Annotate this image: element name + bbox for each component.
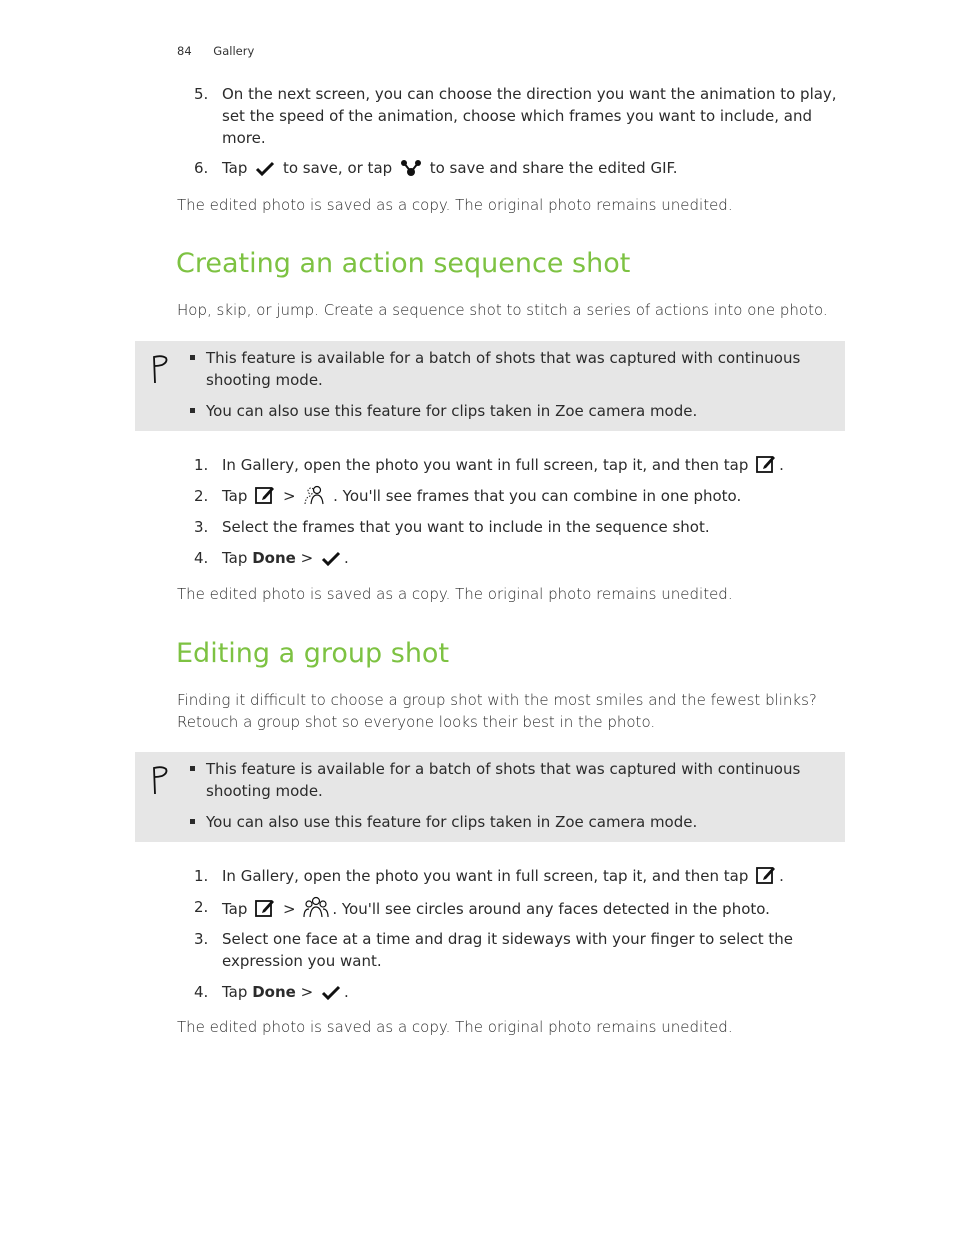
checkmark-icon [321, 985, 341, 1001]
section-name: Gallery [213, 44, 255, 58]
seq-step-4: 4. Tap Done > . [194, 549, 349, 567]
sequence-shot-icon [303, 485, 325, 505]
checkmark-icon [321, 551, 341, 567]
note-item: This feature is available for a batch of shots that was captured with continuous shooting mode. [190, 758, 830, 802]
note-item: You can also use this feature for clips taken in Zoe camera mode. [190, 811, 830, 833]
section-title-sequence: Creating an action sequence shot [176, 248, 631, 279]
edit-icon [255, 485, 275, 505]
section-intro-sequence: Hop, skip, or jump. Create a sequence shot to stitch a series of actions into one photo. [177, 301, 828, 319]
saved-note-2: The edited photo is saved as a copy. The original photo remains unedited. [177, 585, 733, 603]
step-6: 6. Tap to save, or tap to save and share the edited GIF. [194, 159, 678, 177]
page-header [177, 44, 254, 58]
section-title-group: Editing a group shot [176, 638, 450, 669]
note-item: You can also use this feature for clips taken in Zoe camera mode. [190, 400, 830, 422]
group-step-1: 1. In Gallery, open the photo you want in full screen, tap it, and then tap . [194, 867, 784, 885]
group-step-2: 2. Tap > . You'll see circles around any faces detected in the photo. [194, 898, 770, 918]
edit-icon [756, 865, 776, 885]
note-item: This feature is available for a batch of shots that was captured with continuous shooting mode. [190, 347, 830, 391]
group-step-4: 4. Tap Done > . [194, 983, 349, 1001]
note-box-sequence [135, 341, 845, 431]
group-shot-icon [303, 896, 329, 918]
note-flag-icon [149, 764, 171, 796]
page-number: 84 [177, 44, 192, 58]
seq-step-2: 2. Tap > . You'll see frames that you can combine in one photo. [194, 487, 742, 505]
edit-icon [756, 454, 776, 474]
seq-step-3: 3. Select the frames that you want to include in the sequence shot. [194, 518, 710, 536]
note-box-group [135, 752, 845, 842]
saved-note-1: The edited photo is saved as a copy. The original photo remains unedited. [177, 196, 733, 214]
edit-icon [255, 898, 275, 918]
saved-note-3: The edited photo is saved as a copy. The original photo remains unedited. [177, 1018, 733, 1036]
note-flag-icon [149, 353, 171, 385]
seq-step-1: 1. In Gallery, open the photo you want in full screen, tap it, and then tap . [194, 456, 784, 474]
share-icon [400, 159, 422, 177]
checkmark-icon [255, 161, 275, 177]
step-5: 5. On the next screen, you can choose the direction you want the animation to play, set the speed of the animation, choose which frames you want to include, and more. [194, 85, 837, 147]
section-intro-group: Finding it difficult to choose a group shot with the most smiles and the fewest blinks? Retouch a group shot so everyone looks their best in the photo. [177, 691, 817, 731]
group-step-3: 3. Select one face at a time and drag it sideways with your finger to select the expression you want. [194, 930, 794, 970]
